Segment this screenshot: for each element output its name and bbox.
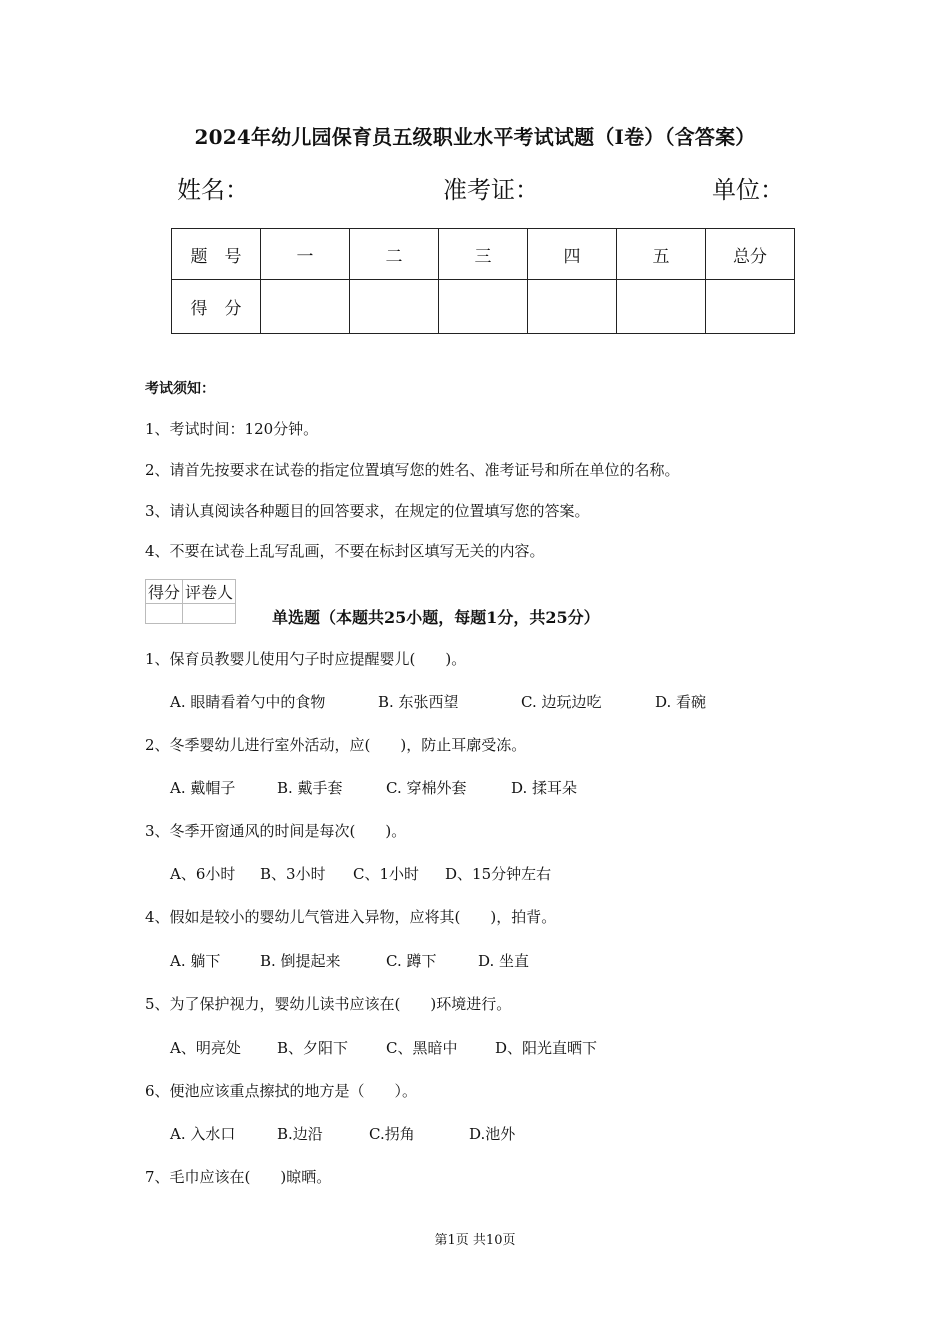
score-cell[interactable] bbox=[261, 280, 350, 334]
options bbox=[170, 863, 551, 884]
option[interactable]: C、黑暗中 bbox=[386, 1039, 458, 1057]
option[interactable]: D. 揉耳朵 bbox=[511, 779, 578, 797]
options bbox=[170, 1123, 515, 1144]
score-table-score-row bbox=[172, 280, 795, 334]
score-header-cell: 总分 bbox=[706, 229, 795, 280]
option[interactable]: B、3小时 bbox=[260, 865, 326, 883]
option[interactable]: D、15分钟左右 bbox=[445, 865, 552, 883]
score-table bbox=[171, 228, 795, 334]
option[interactable]: A. 躺下 bbox=[170, 952, 221, 970]
option[interactable]: B. 倒提起来 bbox=[260, 952, 341, 970]
page-footer: 第1页 共10页 bbox=[434, 1233, 516, 1248]
options bbox=[170, 691, 706, 712]
exam-id-label: 准考证： bbox=[443, 176, 539, 204]
grader-score-label: 得分 bbox=[146, 580, 183, 604]
score-table-header-row bbox=[172, 229, 795, 280]
option[interactable]: C. 穿棉外套 bbox=[386, 779, 467, 797]
grader-name-cell[interactable] bbox=[183, 604, 236, 624]
option[interactable]: D、阳光直晒下 bbox=[495, 1039, 598, 1057]
score-header-cell: 五 bbox=[617, 229, 706, 280]
score-header-cell: 四 bbox=[528, 229, 617, 280]
unit-label: 单位： bbox=[712, 176, 784, 204]
notice-item: 2、请首先按要求在试卷的指定位置填写您的姓名、准考证号和所在单位的名称。 bbox=[145, 461, 680, 479]
name-label: 姓名： bbox=[177, 176, 249, 204]
score-header-cell: 题 号 bbox=[172, 229, 261, 280]
option[interactable]: D.池外 bbox=[469, 1125, 516, 1143]
option[interactable]: C、1小时 bbox=[353, 865, 420, 883]
question: 2、冬季婴幼儿进行室外活动，应( )，防止耳廓受冻。 bbox=[145, 736, 527, 754]
section-title: 单选题（本题共25小题，每题1分，共25分） bbox=[272, 608, 600, 627]
question: 5、为了保护视力，婴幼儿读书应该在( )环境进行。 bbox=[145, 995, 512, 1013]
notice-item: 3、请认真阅读各种题目的回答要求，在规定的位置填写您的答案。 bbox=[145, 502, 590, 520]
page-title: 2024年幼儿园保育员五级职业水平考试试题（I卷）（含答案） bbox=[194, 125, 756, 149]
grader-score-cell[interactable] bbox=[146, 604, 183, 624]
question: 4、假如是较小的婴幼儿气管进入异物，应将其( )，拍背。 bbox=[145, 908, 557, 926]
score-cell[interactable] bbox=[528, 280, 617, 334]
score-header-cell: 一 bbox=[261, 229, 350, 280]
score-cell[interactable] bbox=[617, 280, 706, 334]
option[interactable]: A、明亮处 bbox=[170, 1039, 241, 1057]
option[interactable]: B. 戴手套 bbox=[277, 779, 343, 797]
question: 6、便池应该重点擦拭的地方是（ ）。 bbox=[145, 1082, 418, 1100]
option[interactable]: B.边沿 bbox=[277, 1125, 323, 1143]
option[interactable]: A、6小时 bbox=[170, 865, 236, 883]
option[interactable]: C. 蹲下 bbox=[386, 952, 437, 970]
option[interactable]: C. 边玩边吃 bbox=[521, 693, 602, 711]
score-cell[interactable] bbox=[706, 280, 795, 334]
score-cell[interactable] bbox=[350, 280, 439, 334]
option[interactable]: A. 眼睛看着勺中的食物 bbox=[170, 693, 326, 711]
option[interactable]: A. 戴帽子 bbox=[170, 779, 236, 797]
option[interactable]: D. 坐直 bbox=[478, 952, 530, 970]
option[interactable]: D. 看碗 bbox=[655, 693, 707, 711]
notice-heading: 考试须知： bbox=[145, 381, 215, 397]
option[interactable]: B、夕阳下 bbox=[277, 1039, 349, 1057]
question: 1、保育员教婴儿使用勺子时应提醒婴儿( )。 bbox=[145, 650, 467, 668]
notice-item: 1、考试时间：120分钟。 bbox=[145, 420, 319, 438]
options bbox=[170, 1037, 597, 1058]
option[interactable]: C.拐角 bbox=[369, 1125, 415, 1143]
options bbox=[170, 950, 529, 971]
notice-item: 4、不要在试卷上乱写乱画，不要在标封区填写无关的内容。 bbox=[145, 542, 545, 560]
grader-box bbox=[145, 579, 236, 624]
option[interactable]: B. 东张西望 bbox=[378, 693, 459, 711]
question: 7、毛巾应该在( )晾晒。 bbox=[145, 1168, 332, 1186]
options bbox=[170, 777, 577, 798]
option[interactable]: A. 入水口 bbox=[170, 1125, 236, 1143]
score-cell[interactable] bbox=[439, 280, 528, 334]
score-row-label: 得 分 bbox=[172, 280, 261, 334]
score-header-cell: 三 bbox=[439, 229, 528, 280]
score-header-cell: 二 bbox=[350, 229, 439, 280]
grader-name-label: 评卷人 bbox=[183, 580, 236, 604]
question: 3、冬季开窗通风的时间是每次( )。 bbox=[145, 822, 407, 840]
